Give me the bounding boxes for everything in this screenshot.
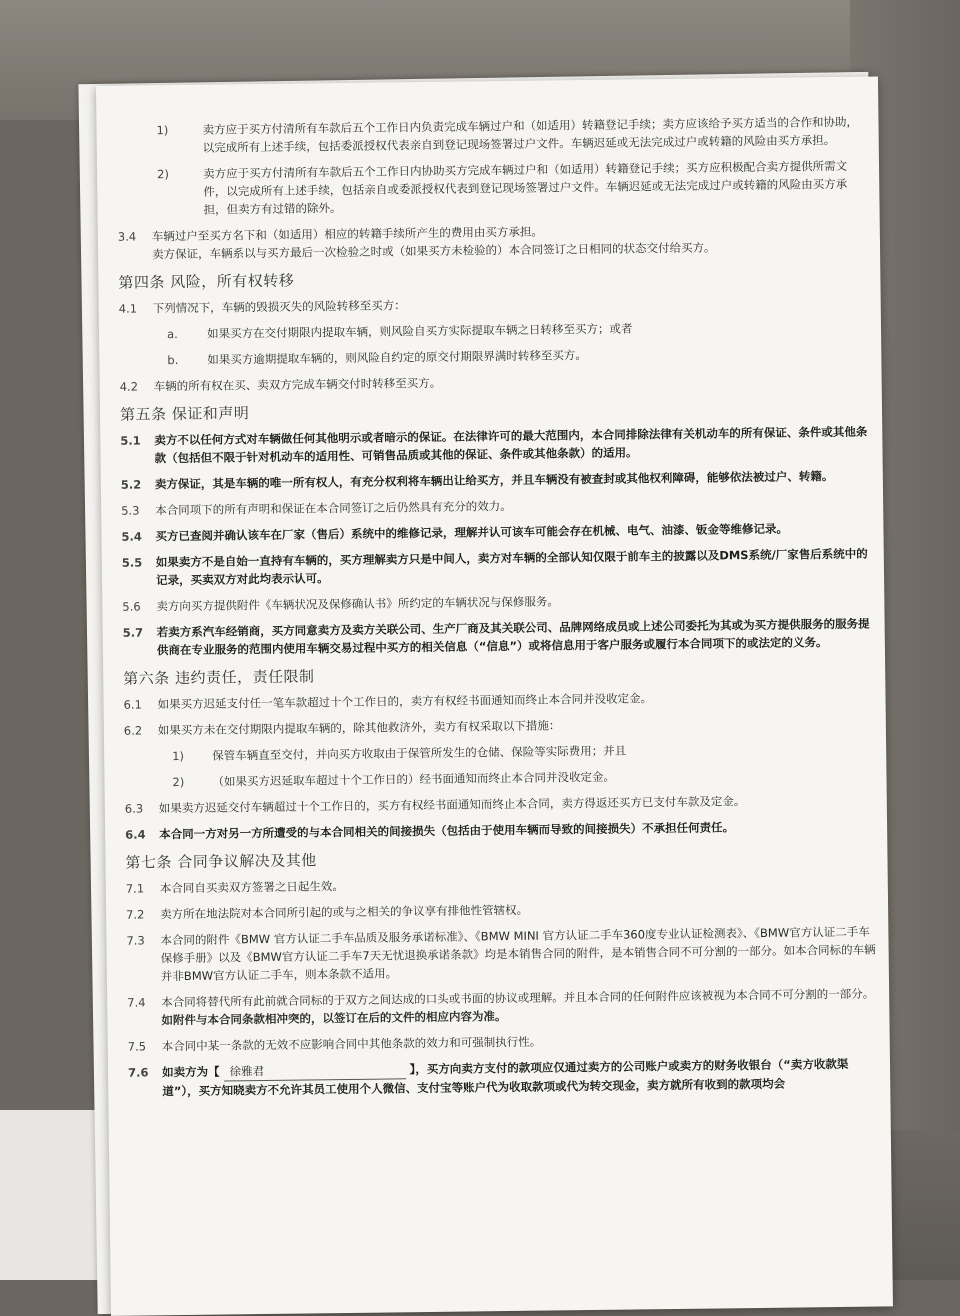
clause-text: 如果买方迟延支付任一笔车款超过十个工作日的，卖方有权经书面通知而终止本合同并没收定金。 <box>157 691 653 712</box>
clause-text: 本合同项下的所有声明和保证在本合同签订之后仍然具有充分的效力。 <box>155 498 512 518</box>
clause-text: 车辆过户至买方名下和（如适用）相应的转籍手续所产生的费用由买方承担。 <box>151 224 543 244</box>
clause-4-1-list <box>119 317 869 370</box>
clause-number: 5.6 <box>122 599 141 614</box>
item-number: b. <box>167 353 179 368</box>
clause-number: 4.2 <box>119 379 139 394</box>
clause-text: 卖方向买方提供附件《车辆状况及保修确认书》所约定的车辆状况与保修服务。 <box>156 594 559 614</box>
clause-5-4 <box>121 519 871 546</box>
seller-name-field: 徐雅君 <box>223 1060 405 1081</box>
clause-text: 如果买方未在交付期限内提取车辆的，除其他救济外，卖方有权采取以下措施： <box>157 718 561 738</box>
clause-7-6 <box>128 1055 878 1101</box>
clause-text: 本合同的附件《BMW 官方认证二手车品质及服务承诺标准》、《BMW MINI 官方认证二手车360度专业认证检测表》、《BMW官方认证二手车保修手册》以及《BMW官方认证二手车7天无忧退换承诺条款》均是本销售合同的附件，是本销售合同不可分割的一部分。如本合同标的车辆并非BMW官方认证二手车，则本条款不适用。 <box>160 924 876 984</box>
list-item <box>172 765 874 792</box>
clause-7-5 <box>128 1029 878 1056</box>
clause-5-1 <box>120 423 870 468</box>
clause-text: 本合同中某一条款的无效不应影响合同中其他条款的效力和可强制执行性。 <box>161 1034 542 1054</box>
clause-5-7 <box>123 615 873 660</box>
list-item <box>156 113 866 158</box>
clause-number: 5.2 <box>120 477 142 492</box>
clause-text: 本合同一方对另一方所遭受的与本合同相关的间接损失（包括由于使用车辆而导致的间接损失）不承担任何责任。 <box>159 820 735 842</box>
clause-number: 5.4 <box>121 529 142 544</box>
clause-number: 5.7 <box>122 625 144 640</box>
list-item <box>167 317 869 344</box>
clause-5-3 <box>121 493 871 520</box>
list-item <box>172 739 874 766</box>
clause-text: 买方已查阅并确认该车在厂家（售后）系统中的维修记录，理解并认可该车可能会存在机械、电气、油漆、钣金等维修记录。 <box>155 521 789 544</box>
clause-number: 5.1 <box>120 433 141 448</box>
item-text: 卖方应于买方付清所有车款后五个工作日内负责完成车辆过户和（如适用）转籍登记手续；卖方应该给予买方适当的合作和协助，以完成所有上述手续，包括委派授权代表亲自到登记现场签署过户文件。车辆迟延或无法完成过户或转籍的风险由买方承担。 <box>202 114 859 155</box>
clause-text: 下列情况下，车辆的毁损灭失的风险转移至买方： <box>152 298 406 316</box>
item-number: 2) <box>156 167 169 182</box>
item-number: 1) <box>156 123 169 138</box>
clause-number: 6.4 <box>125 827 146 842</box>
list-item <box>167 343 869 370</box>
clause-7-3 <box>126 923 877 986</box>
item-text: 保管车辆直至交付，并向买方收取由于保管所发生的仓储、保险等实际费用；并且 <box>212 743 627 763</box>
clause-text: 卖方保证，车辆系以与买方最后一次检验之时或（如果买方未检验的）本合同签订之日相同的状态交付给买方。 <box>151 240 716 262</box>
clause-number: 6.3 <box>124 801 144 816</box>
item-text: 如果买方在交付期限内提取车辆，则风险自买方实际提取车辆之日转移至买方；或者 <box>206 321 633 341</box>
section-heading-6: 第六条 违约责任，责任限制 <box>123 667 315 688</box>
clause-text: 卖方保证，其是车辆的唯一所有权人，有充分权利将车辆出让给买方，并且车辆没有被查封或其他权利障碍，能够依法被过户、转籍。 <box>154 469 834 492</box>
clause-7-2 <box>126 897 876 924</box>
clause-number: 7.1 <box>125 881 145 896</box>
clause-5-2 <box>121 467 871 494</box>
item-number: 1) <box>172 748 185 764</box>
clause-number: 7.4 <box>127 995 146 1010</box>
clause-number: 3.4 <box>117 229 137 244</box>
clause-text: 本合同自买卖双方签署之日起生效。 <box>159 879 344 896</box>
clause-text: 本合同将替代所有此前就合同标的于双方之间达成的口头或书面的协议或理解。并且本合同的任何附件应该被视为本合同不可分割的一部分。 <box>161 986 875 1010</box>
section-heading-4: 第四条 风险，所有权转移 <box>118 271 295 292</box>
clause-text: 若卖方系汽车经销商，买方同意卖方及卖方关联公司、生产厂商及其关联公司、品牌网络成员或上述公司委托为其或为买方提供服务的服务提供商在专业服务的范围内使用车辆交易过程中买方的相关信息（“信息”）或将信息用于客户服务或履行本合同项下的或法定的义务。 <box>156 616 870 658</box>
clause-text: 如果卖方迟延交付车辆超过十个工作日的，买方有权经书面通知而终止本合同，卖方得返还买方已支付车款及定金。 <box>158 794 746 816</box>
clause-text: 车辆的所有权在买、卖双方完成车辆交付时转移至买方。 <box>153 375 442 394</box>
clause-6-1 <box>123 687 873 714</box>
contract-content <box>116 113 878 1109</box>
clause-6-2 <box>124 713 874 740</box>
clause-number: 7.3 <box>126 933 145 948</box>
contract-page <box>96 76 893 1315</box>
clause-7-4 <box>127 985 877 1030</box>
clause-text-bold: 如附件与本合同条款相冲突的，以签订在后的文件的相应内容为准。 <box>161 1009 507 1028</box>
clause-6-4 <box>125 817 875 844</box>
clause-6-2-list <box>124 739 874 792</box>
item-text: 卖方应于买方付清所有车款后五个工作日内协助买方完成车辆过户和（如适用）转籍登记手续；买方应积极配合卖方提供所需文件，以完成所有上述手续，包括亲自或委派授权代表到登记现场签署过户文件。车辆迟延或无法完成过户或转籍的风险由买方承担，但卖方有过错的除外。 <box>202 158 848 217</box>
clause-4-1 <box>119 291 869 318</box>
clause-3-3-list <box>116 113 867 220</box>
item-number: a. <box>166 327 178 342</box>
section-heading-5: 第五条 保证和声明 <box>119 404 250 424</box>
clause-7-1 <box>126 871 876 898</box>
clause-number: 7.2 <box>126 907 145 922</box>
clause-number: 6.2 <box>123 723 143 738</box>
section-heading-7: 第七条 合同争议解决及其他 <box>125 851 317 872</box>
clause-text: 如卖方为【 <box>161 1064 220 1080</box>
clause-4-2 <box>120 369 870 396</box>
clause-text: 卖方不以任何方式对车辆做任何其他明示或者暗示的保证。在法律许可的最大范围内，本合同排除法律有关机动车的所有保证、条件或其他条款（包括但不限于针对机动车的适用性、可销售品质或其他的保证、条件或其他条款）的适用。 <box>154 424 868 466</box>
clause-number: 5.5 <box>121 555 143 570</box>
list-item <box>157 157 868 220</box>
clause-3-4 <box>118 219 868 264</box>
clause-5-6 <box>122 589 872 616</box>
clause-5-5 <box>122 545 872 590</box>
clause-number: 5.3 <box>121 503 140 518</box>
clause-text: 】，买方向卖方支付的款项应仅通过卖方的公司账户或卖方的财务收银台（“卖方收款渠道”），买方知晓卖方不允许其员工使用个人微信、支付宝等账户代为收取款项或代为转交现金，卖方就所有收到的款项均会 <box>162 1056 849 1099</box>
clause-number: 4.1 <box>118 301 138 316</box>
item-text: 如果买方逾期提取车辆的，则风险自约定的原交付期限界满时转移至买方。 <box>207 348 587 367</box>
clause-text: 如果卖方不是自始一直持有车辆的，买方理解卖方只是中间人，卖方对车辆的全部认知仅限于前车主的披露以及DMS系统/厂家售后系统中的记录，买卖双方对此均表示认可。 <box>155 546 868 588</box>
clause-6-3 <box>125 791 875 818</box>
clause-number: 6.1 <box>123 697 142 712</box>
clause-text: 卖方所在地法院对本合同所引起的或与之相关的争议享有排他性管辖权。 <box>160 902 529 922</box>
item-text: （如果买方迟延取车超过十个工作日的）经书面通知而终止本合同并没收定金。 <box>212 769 616 789</box>
clause-number: 7.6 <box>127 1065 149 1080</box>
clause-number: 7.5 <box>127 1039 147 1054</box>
item-number: 2) <box>172 774 185 790</box>
